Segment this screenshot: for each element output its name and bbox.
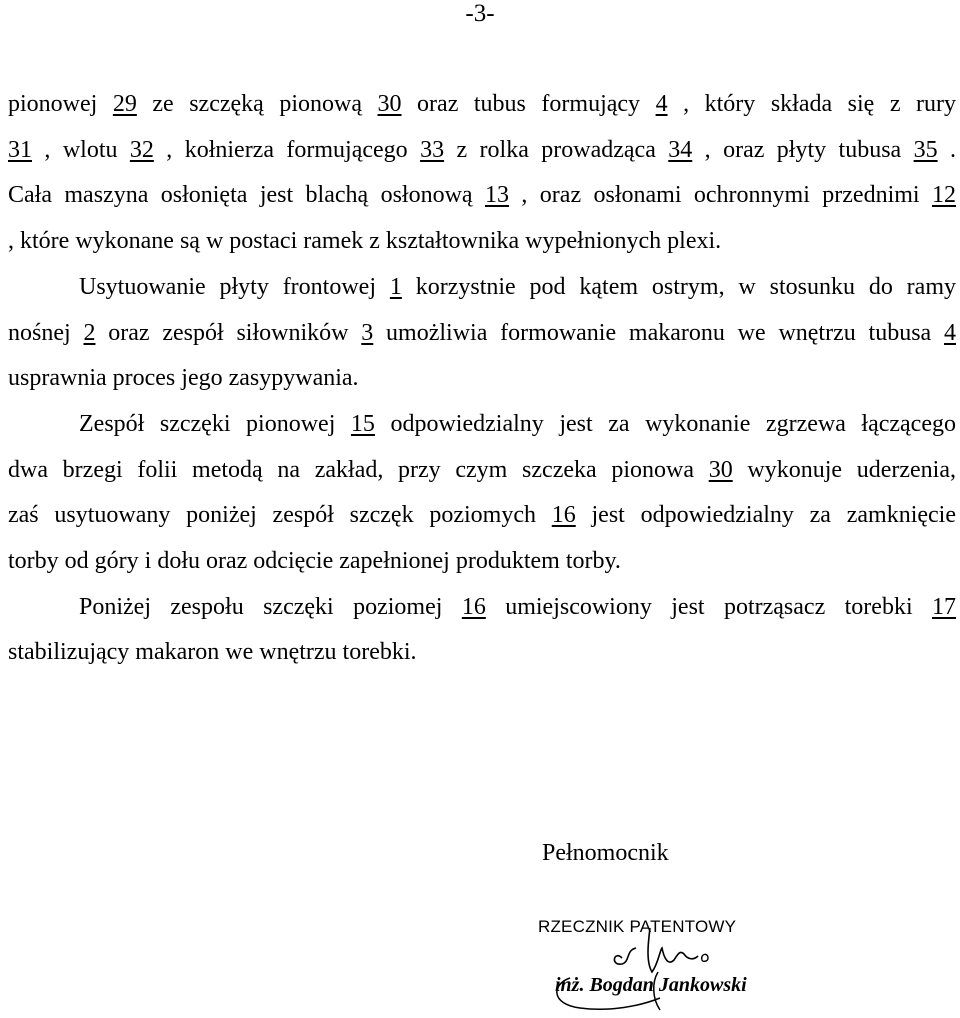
reference-numeral: 1 [389, 273, 402, 300]
text-segment: umiejscowiony jest potrząsacz torebki [485, 593, 933, 620]
text-line [8, 82, 956, 128]
text-segment: usprawnia proces jego zasypywania. [8, 365, 359, 392]
text-segment: umożliwia formowanie makaronu we wnętrzu tubusa [373, 319, 944, 346]
text-segment: , kołnierza formującego [153, 136, 421, 163]
reference-numeral: 15 [350, 410, 375, 437]
text-segment: torby od góry i dołu oraz odcięcie zapełnionej produktem torby. [8, 548, 621, 575]
reference-numeral: 3 [361, 319, 374, 346]
text-line [8, 448, 956, 494]
text-line [8, 585, 956, 631]
text-segment: , który składa się z rury [667, 91, 957, 117]
text-segment: , oraz osłonami ochronnymi przednimi [508, 182, 932, 209]
text-segment: . [937, 136, 956, 163]
text-segment: Usytuowanie płyty frontowej [79, 273, 390, 300]
reference-numeral: 30 [377, 91, 402, 117]
reference-numeral: 16 [551, 502, 576, 529]
text-segment: oraz zespół siłowników [95, 319, 362, 346]
text-line [8, 402, 956, 448]
text-line [8, 173, 956, 219]
text-segment: ze szczęką pionową [136, 91, 378, 117]
reference-numeral: 29 [112, 91, 137, 117]
text-line [8, 356, 956, 402]
text-line [8, 311, 956, 357]
document-body [8, 82, 956, 676]
text-segment: korzystnie pod kątem ostrym, w stosunku do ramy [401, 273, 956, 300]
text-line [8, 128, 956, 174]
text-segment: Poniżej zespołu szczęki poziomej [79, 593, 462, 620]
text-segment: , wlotu [32, 136, 130, 163]
reference-numeral: 35 [913, 136, 938, 163]
text-segment: jest odpowiedzialny za zamknięcie [575, 502, 956, 529]
text-segment: , które wykonane są w postaci ramek z kształtownika wypełnionych plexi. [8, 228, 722, 255]
text-line [8, 265, 956, 311]
reference-numeral: 2 [83, 319, 96, 346]
stamp-title: RZECZNIK PATENTOWY [538, 917, 737, 936]
reference-numeral: 4 [655, 91, 668, 117]
text-segment: Cała maszyna osłonięta jest blachą osłonową [8, 182, 485, 209]
text-line [8, 493, 956, 539]
reference-numeral: 13 [484, 182, 509, 209]
reference-numeral: 32 [129, 136, 154, 163]
text-line [8, 630, 956, 676]
text-segment: , oraz płyty tubusa [692, 136, 914, 163]
text-segment: odpowiedzialny jest za wykonanie zgrzewa łączącego [374, 410, 956, 437]
text-segment: oraz tubus formujący [401, 91, 656, 117]
page-number: -3- [465, 0, 495, 27]
text-segment: z rolka prowadząca [444, 136, 669, 163]
text-segment: nośnej [8, 319, 84, 346]
reference-numeral: 34 [668, 136, 693, 163]
reference-numeral: 33 [420, 136, 445, 163]
text-segment: pionowej [8, 91, 113, 117]
stamp-name: inż. Bogdan Jankowski [555, 974, 747, 996]
text-segment: dwa brzegi folii metodą na zakład, przy czym szczeka pionowa [8, 456, 709, 483]
reference-numeral: 31 [8, 136, 32, 163]
text-segment: wykonuje uderzenia, [732, 456, 956, 483]
reference-numeral: 17 [932, 593, 957, 620]
text-segment: stabilizujący makaron we wnętrzu torebki. [8, 639, 417, 666]
reference-numeral: 4 [944, 319, 956, 346]
reference-numeral: 30 [708, 456, 733, 483]
reference-numeral: 16 [461, 593, 486, 620]
text-line [8, 539, 956, 585]
signature-title: Pełnomocnik [542, 840, 669, 866]
text-segment: zaś usytuowany poniżej zespół szczęk poziomych [8, 502, 552, 529]
text-line [8, 219, 956, 265]
reference-numeral: 12 [932, 182, 956, 209]
text-segment: Zespół szczęki pionowej [79, 410, 351, 437]
